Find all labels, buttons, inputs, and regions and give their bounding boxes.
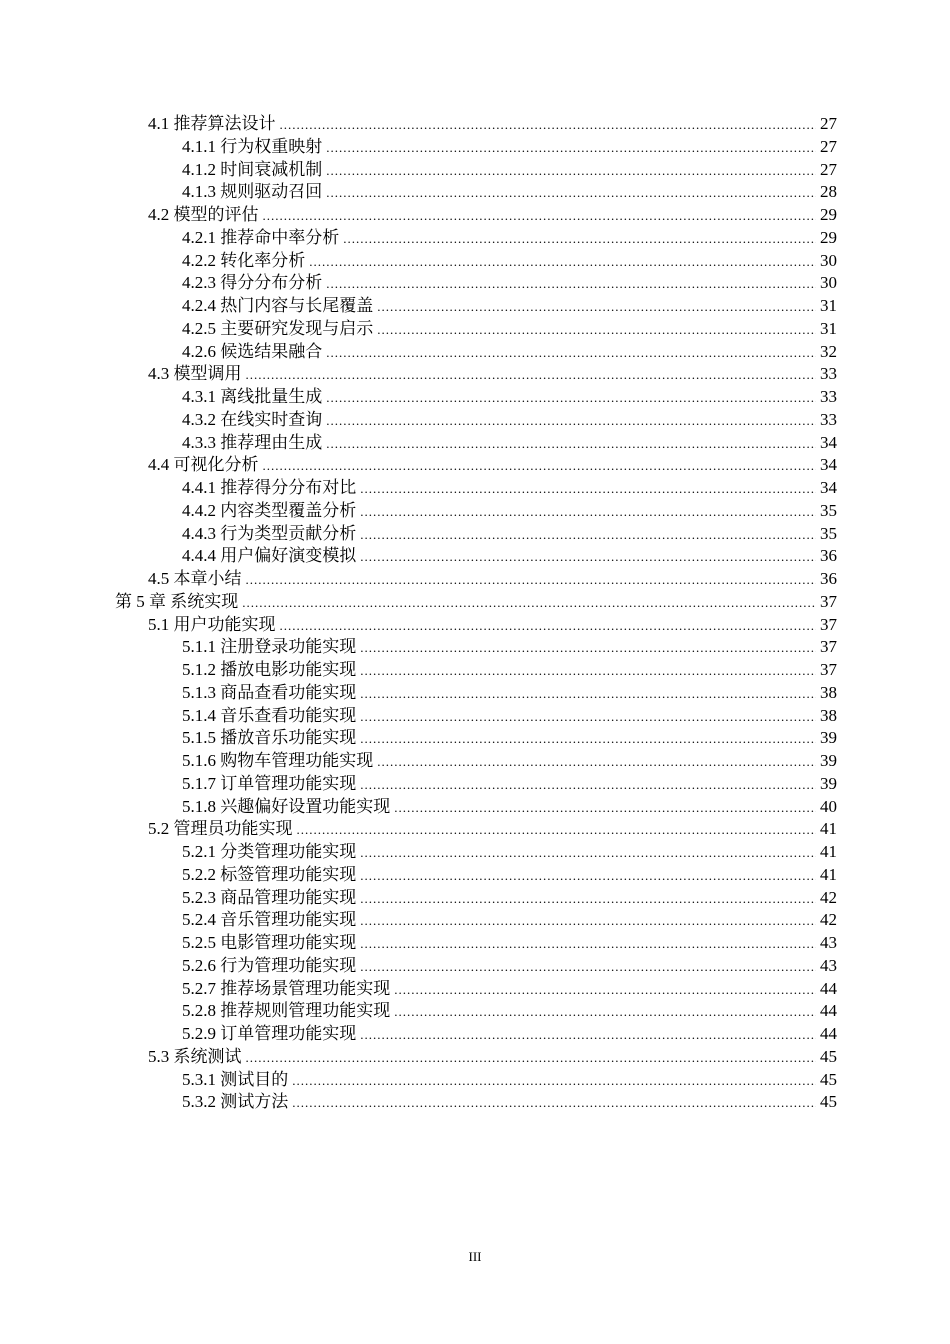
toc-entry-title: 5.2.7 推荐场景管理功能实现 xyxy=(182,978,391,998)
toc-entry[interactable] xyxy=(182,864,950,887)
toc-entry[interactable] xyxy=(182,227,950,250)
toc-entry-page: 30 xyxy=(820,273,837,293)
toc-entry-title: 5.1.6 购物车管理功能实现 xyxy=(182,751,374,770)
toc-entry-page: 39 xyxy=(820,773,837,793)
toc-entry[interactable] xyxy=(182,705,950,728)
toc-entry-title: 5.1.4 音乐查看功能实现 xyxy=(182,705,357,725)
toc-entry-title: 5.2.1 分类管理功能实现 xyxy=(182,842,357,861)
toc-entry[interactable] xyxy=(182,250,950,273)
toc-entry-page: 34 xyxy=(820,455,837,475)
toc-dot-leader xyxy=(360,501,816,524)
toc-entry-row xyxy=(148,614,837,638)
toc-entry-title: 5.2.3 商品管理功能实现 xyxy=(182,887,357,907)
toc-dot-leader xyxy=(263,205,817,228)
toc-entry-title: 5.1.7 订单管理功能实现 xyxy=(182,773,357,793)
toc-entry-title: 5.3.1 测试目的 xyxy=(182,1069,289,1089)
toc-entry-row xyxy=(182,682,837,706)
toc-entry-row xyxy=(182,409,837,433)
toc-dot-leader xyxy=(326,387,816,410)
toc-dot-leader xyxy=(360,865,816,888)
toc-dot-leader xyxy=(360,842,816,865)
toc-entry[interactable] xyxy=(182,1091,950,1114)
toc-entry-title: 第 5 章 系统实现 xyxy=(115,591,239,611)
toc-entry-title: 4.1.3 规则驱动召回 xyxy=(182,182,323,202)
toc-entry-row xyxy=(182,727,837,751)
toc-entry[interactable] xyxy=(148,204,950,227)
toc-entry-page: 44 xyxy=(820,1024,837,1043)
toc-entry[interactable] xyxy=(148,454,950,477)
toc-entry-row xyxy=(148,454,837,478)
toc-entry-title: 5.2.6 行为管理功能实现 xyxy=(182,955,357,975)
toc-entry-title: 5.2 管理员功能实现 xyxy=(148,819,293,839)
toc-entry[interactable] xyxy=(182,932,950,955)
toc-entry-title: 4.2.4 热门内容与长尾覆盖 xyxy=(182,296,374,315)
toc-entry-page: 44 xyxy=(820,1001,837,1021)
toc-entry-title: 4.2.3 得分分布分析 xyxy=(182,273,323,293)
toc-entry-title: 4.4.3 行为类型贡献分析 xyxy=(182,523,357,543)
toc-entry[interactable] xyxy=(182,1069,950,1092)
toc-entry-page: 37 xyxy=(820,591,837,611)
toc-entry-page: 45 xyxy=(820,1092,837,1112)
toc-entry-row xyxy=(182,227,837,251)
toc-dot-leader xyxy=(360,888,816,911)
toc-entry-title: 5.3.2 测试方法 xyxy=(182,1092,289,1112)
toc-entry-title: 5.2.4 音乐管理功能实现 xyxy=(182,910,357,930)
toc-dot-leader xyxy=(360,774,816,797)
toc-entry-title: 4.4.2 内容类型覆盖分析 xyxy=(182,500,357,520)
toc-entry-page: 28 xyxy=(820,182,837,202)
toc-dot-leader xyxy=(377,296,816,319)
toc-entry-row xyxy=(182,341,837,365)
toc-dot-leader xyxy=(246,1047,817,1070)
toc-dot-leader xyxy=(309,251,816,274)
toc-entry[interactable] xyxy=(182,1000,950,1023)
toc-entry-title: 5.2.9 订单管理功能实现 xyxy=(182,1024,357,1043)
toc-dot-leader xyxy=(360,524,816,547)
toc-dot-leader xyxy=(377,319,816,342)
toc-entry-row xyxy=(182,750,837,774)
toc-entry[interactable] xyxy=(182,272,950,295)
toc-entry-page: 27 xyxy=(820,159,837,179)
toc-entry-title: 4.1.1 行为权重映射 xyxy=(182,136,323,156)
toc-entry-page: 32 xyxy=(820,341,837,361)
toc-entry-page: 41 xyxy=(820,864,837,884)
toc-dot-leader xyxy=(326,160,816,183)
toc-entry-title: 5.2.5 电影管理功能实现 xyxy=(182,933,357,952)
toc-entry-row xyxy=(148,1046,837,1070)
toc-entry[interactable] xyxy=(182,750,950,773)
toc-dot-leader xyxy=(360,546,816,569)
toc-entry[interactable] xyxy=(182,181,950,204)
toc-entry-title: 4.1.2 时间衰减机制 xyxy=(182,159,323,179)
toc-entry-page: 37 xyxy=(820,660,837,679)
toc-entry-row xyxy=(182,636,837,660)
toc-entry-page: 34 xyxy=(820,478,837,497)
toc-entry[interactable] xyxy=(182,409,950,432)
toc-dot-leader xyxy=(246,364,817,387)
toc-entry[interactable] xyxy=(182,796,950,819)
toc-entry-row xyxy=(182,796,837,820)
toc-entry-title: 5.1.5 播放音乐功能实现 xyxy=(182,728,357,748)
toc-entry-row xyxy=(148,204,837,228)
toc-entry[interactable] xyxy=(182,318,950,341)
toc-entry[interactable] xyxy=(182,636,950,659)
toc-entry-row xyxy=(182,1000,837,1024)
toc-entry[interactable] xyxy=(182,682,950,705)
toc-entry[interactable] xyxy=(182,386,950,409)
toc-entry-title: 4.5 本章小结 xyxy=(148,569,242,588)
toc-entry[interactable] xyxy=(182,909,950,932)
toc-entry-page: 39 xyxy=(820,728,837,748)
toc-dot-leader xyxy=(360,956,816,979)
toc-entry-title: 4.4 可视化分析 xyxy=(148,455,259,475)
toc-entry-page: 41 xyxy=(820,819,837,839)
toc-entry-title: 4.2.6 候选结果融合 xyxy=(182,341,323,361)
toc-entry-page: 36 xyxy=(820,546,837,566)
toc-dot-leader xyxy=(326,137,816,160)
toc-entry-row xyxy=(182,1023,837,1047)
toc-dot-leader xyxy=(360,706,816,729)
toc-dot-leader xyxy=(242,592,816,615)
toc-entry-page: 41 xyxy=(820,842,837,861)
toc-entry-row xyxy=(148,113,837,137)
toc-dot-leader xyxy=(360,637,816,660)
toc-dot-leader xyxy=(360,478,816,501)
toc-entry-row xyxy=(182,909,837,933)
toc-entry-row xyxy=(182,887,837,911)
toc-entry-row xyxy=(182,318,837,342)
toc-entry-title: 4.2.1 推荐命中率分析 xyxy=(182,227,340,247)
toc-entry-title: 5.3 系统测试 xyxy=(148,1046,242,1066)
toc-entry-page: 30 xyxy=(820,250,837,270)
toc-entry-page: 38 xyxy=(820,682,837,702)
toc-entry[interactable] xyxy=(182,887,950,910)
toc-entry-page: 33 xyxy=(820,409,837,429)
toc-dot-leader xyxy=(360,660,816,683)
toc-entry-title: 4.3.2 在线实时查询 xyxy=(182,409,323,429)
toc-entry-page: 39 xyxy=(820,751,837,770)
toc-entry[interactable] xyxy=(182,159,950,182)
toc-dot-leader xyxy=(343,228,816,251)
toc-entry-row xyxy=(182,705,837,729)
toc-dot-leader xyxy=(326,273,816,296)
toc-entry[interactable] xyxy=(148,568,950,591)
toc-entry[interactable] xyxy=(148,614,950,637)
toc-entry-page: 37 xyxy=(820,637,837,657)
toc-entry-page: 45 xyxy=(820,1046,837,1066)
toc-dot-leader xyxy=(263,455,817,478)
toc-entry-row xyxy=(182,136,837,160)
toc-entry-row xyxy=(182,932,837,956)
toc-dot-leader xyxy=(280,615,817,638)
toc-entry-page: 29 xyxy=(820,227,837,247)
toc-entry[interactable] xyxy=(182,955,950,978)
toc-entry[interactable] xyxy=(182,477,950,500)
toc-entry-page: 42 xyxy=(820,887,837,907)
toc-dot-leader xyxy=(326,433,816,456)
toc-entry[interactable] xyxy=(182,841,950,864)
toc-entry-row xyxy=(182,181,837,205)
toc-dot-leader xyxy=(394,797,816,820)
toc-dot-leader xyxy=(297,819,817,842)
toc-dot-leader xyxy=(360,910,816,933)
toc-entry-title: 5.2.8 推荐规则管理功能实现 xyxy=(182,1001,391,1021)
toc-entry-page: 38 xyxy=(820,705,837,725)
toc-entry[interactable] xyxy=(148,1046,950,1069)
toc-entry-title: 4.4.1 推荐得分分布对比 xyxy=(182,478,357,497)
toc-entry[interactable] xyxy=(182,341,950,364)
toc-entry-title: 4.3.1 离线批量生成 xyxy=(182,387,323,406)
toc-entry-title: 5.1.1 注册登录功能实现 xyxy=(182,637,357,657)
toc-entry-page: 31 xyxy=(820,296,837,315)
toc-entry-page: 33 xyxy=(820,364,837,384)
toc-entry[interactable] xyxy=(148,113,950,136)
toc-entry[interactable] xyxy=(182,523,950,546)
toc-entry[interactable] xyxy=(182,545,950,568)
toc-entry-row xyxy=(182,978,837,1002)
toc-entry-title: 5.1.8 兴趣偏好设置功能实现 xyxy=(182,796,391,816)
toc-entry-page: 29 xyxy=(820,205,837,224)
toc-entry[interactable] xyxy=(182,432,950,455)
toc-entry-page: 37 xyxy=(820,614,837,634)
toc-dot-leader xyxy=(394,979,816,1002)
toc-entry-title: 5.1 用户功能实现 xyxy=(148,614,276,634)
toc-entry-row xyxy=(182,432,837,456)
toc-entry[interactable] xyxy=(115,591,950,614)
toc-entry-page: 45 xyxy=(820,1069,837,1089)
toc-entry-page: 42 xyxy=(820,910,837,930)
toc-entry[interactable] xyxy=(148,363,950,386)
toc-entry-title: 4.2.2 转化率分析 xyxy=(182,250,306,270)
toc-entry[interactable] xyxy=(148,818,950,841)
toc-entry-row xyxy=(148,818,837,842)
toc-dot-leader xyxy=(280,114,817,137)
toc-dot-leader xyxy=(246,569,817,592)
toc-entry-row xyxy=(182,1069,837,1093)
toc-entry[interactable] xyxy=(182,1023,950,1046)
toc-entry-page: 36 xyxy=(820,569,837,588)
toc-entry-row xyxy=(182,250,837,274)
toc-entry-page: 31 xyxy=(820,318,837,338)
toc-entry-title: 4.3 模型调用 xyxy=(148,364,242,384)
toc-dot-leader xyxy=(326,182,816,205)
toc-entry[interactable] xyxy=(182,978,950,1001)
table-of-contents xyxy=(0,113,950,1114)
toc-entry-row xyxy=(182,841,837,865)
toc-entry-row xyxy=(148,568,837,592)
toc-entry-title: 5.1.3 商品查看功能实现 xyxy=(182,682,357,702)
toc-entry-row xyxy=(182,159,837,183)
toc-entry-row xyxy=(182,386,837,410)
toc-entry-title: 4.3.3 推荐理由生成 xyxy=(182,432,323,452)
toc-entry-page: 35 xyxy=(820,500,837,520)
toc-dot-leader xyxy=(326,342,816,365)
toc-entry-row xyxy=(182,272,837,296)
toc-entry-row xyxy=(182,773,837,797)
toc-entry-page: 33 xyxy=(820,387,837,406)
toc-dot-leader xyxy=(377,751,816,774)
toc-entry[interactable] xyxy=(182,295,950,318)
toc-entry[interactable] xyxy=(182,659,950,682)
toc-entry-row xyxy=(182,1091,837,1115)
toc-entry-page: 34 xyxy=(820,432,837,452)
toc-entry-row xyxy=(182,295,837,319)
toc-dot-leader xyxy=(360,1024,816,1047)
toc-entry-title: 5.2.2 标签管理功能实现 xyxy=(182,864,357,884)
toc-entry-row xyxy=(182,955,837,979)
toc-entry-page: 27 xyxy=(820,136,837,156)
toc-entry-title: 5.1.2 播放电影功能实现 xyxy=(182,660,357,679)
toc-dot-leader xyxy=(360,683,816,706)
toc-entry-page: 43 xyxy=(820,955,837,975)
toc-entry-row xyxy=(115,591,837,615)
toc-entry-title: 4.4.4 用户偏好演变模拟 xyxy=(182,546,357,566)
toc-entry[interactable] xyxy=(182,773,950,796)
toc-dot-leader xyxy=(326,410,816,433)
toc-dot-leader xyxy=(292,1070,816,1093)
toc-entry-title: 4.2.5 主要研究发现与启示 xyxy=(182,318,374,338)
page-number: III xyxy=(468,1249,482,1264)
toc-entry-row xyxy=(148,363,837,387)
toc-entry-page: 40 xyxy=(820,796,837,816)
toc-entry-row xyxy=(182,477,837,501)
toc-entry-page: 35 xyxy=(820,523,837,543)
toc-entry[interactable] xyxy=(182,500,950,523)
toc-entry-row xyxy=(182,523,837,547)
toc-entry-page: 43 xyxy=(820,933,837,952)
toc-entry-row xyxy=(182,545,837,569)
toc-dot-leader xyxy=(394,1001,816,1024)
toc-entry[interactable] xyxy=(182,136,950,159)
toc-dot-leader xyxy=(292,1092,816,1115)
toc-entry-title: 4.1 推荐算法设计 xyxy=(148,114,276,133)
toc-dot-leader xyxy=(360,728,816,751)
toc-entry-row xyxy=(182,659,837,683)
toc-dot-leader xyxy=(360,933,816,956)
toc-entry-row xyxy=(182,500,837,524)
toc-entry-title: 4.2 模型的评估 xyxy=(148,205,259,224)
toc-entry[interactable] xyxy=(182,727,950,750)
toc-entry-page: 44 xyxy=(820,978,837,998)
toc-entry-row xyxy=(182,864,837,888)
toc-entry-page: 27 xyxy=(820,114,837,133)
